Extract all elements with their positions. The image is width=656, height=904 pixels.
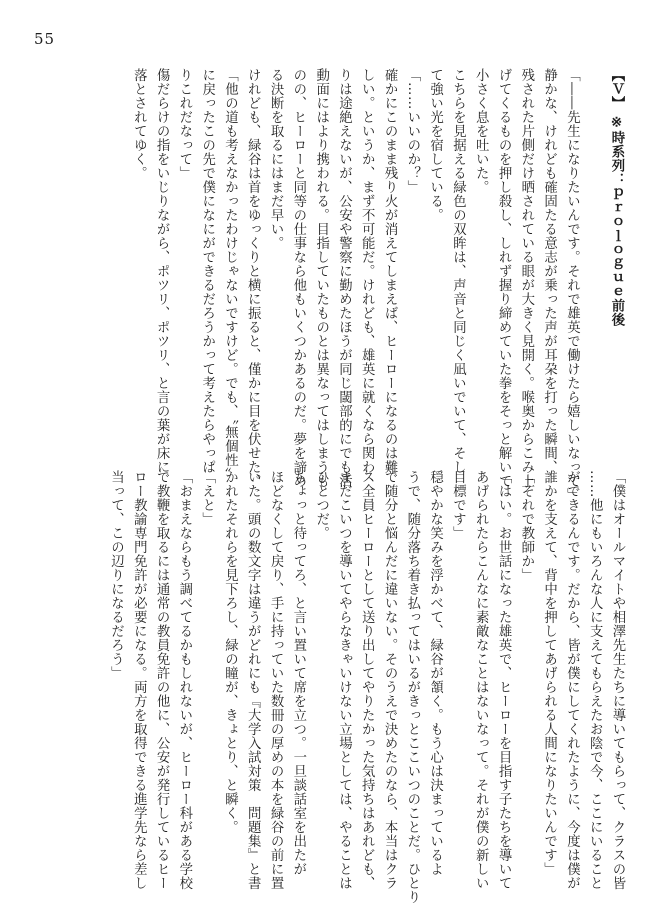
lower-text-line: ……他にもいろんな人に支えてもらえたお陰で今、ここにいること [587,470,603,890]
upper-text-line: 確かにこのまま残り火が消えてしまえば、ヒーローになるのは難 [382,68,398,474]
upper-text-line: 落とされてゆく。 [131,68,147,180]
lower-text-line: まだこいつを導いてやらなきゃいけない立場としては、やることは [336,470,352,890]
lower-text-line: かれたそれらを見下ろし、緑の瞳が、きょとり、と瞬く。 [222,470,238,834]
upper-text-line: 小さく息を吐いた。 [473,68,489,194]
upper-text-line: 【Ｖ】 ※時系列：ｐｒｏｌｏｇｕｅ前後 [609,68,625,327]
lower-text-line: 穏やかな笑みを浮かべて、緑谷が頷く。もう心は決まっているよ [427,470,443,876]
upper-text-line: りは途絶えないが、公安や警察に勤めたほうが同じ閾部的にでも活 [336,68,352,488]
upper-text-line: て強い光を宿している。 [427,68,443,222]
lower-text-line: ができるんです。だから、皆が僕にしてくれたように、今度は僕が [564,470,580,890]
upper-text-line: 残された片側だけ晒されている眼が大きく見開く。喉奥からこみ上 [518,68,534,488]
upper-text-line: けれども、緑谷は首をゆっくりと横に振ると、僅かに目を伏せた。 [245,68,261,488]
lower-text-line: 「僕はオールマイトや相澤先生たちに導いてもらって、クラスの皆 [610,470,625,890]
lower-text-line: ちょっと待ってろ、と言い置いて席を立つ。一旦談話室を出たが [290,470,306,876]
upper-text-line: に戻ったこの先で僕になにができるだろうかって考えたらやっぱ [199,68,215,474]
upper-text-line: 動面にはより携われる。目指していたものとは異なってはしまうも [313,68,329,488]
lower-text-line: ロー教諭専門免許が必要になる。両方を取得できる進学先なら差し [131,470,147,890]
upper-text-line: こちらを見据える緑色の双眸は、声音と同じく凪いでいて、そし [450,68,466,474]
lower-text-line: うで、随分落ち着き払ってはいるがきっとここいつのことだ。ひとり [404,470,420,904]
lower-text-line: 当って、この辺りになるだろう」 [108,470,124,680]
page-number: 55 [34,30,56,48]
lower-text-block [48,470,628,904]
lower-text-line: 「えと」 [199,470,215,526]
lower-text-line: ひとつだ。 [313,470,329,540]
lower-text-line: ス全員ヒーローとして送り出してやりたかった気持ちはあれども、 [359,470,375,890]
upper-text-line: 「……いいのか？」 [404,68,420,194]
upper-text-line: る決断を取るにはまだ早い。 [268,68,284,250]
lower-text-line: あげられたらこんなに素敵なことはないなって。それが僕の新しい [473,470,489,890]
lower-text-line: で教鞭を取るには通常の教員免許の他に、公安が発行しているヒー [154,470,170,890]
lower-text-line: 誰かを支えて、背中を押してあげられる人間になりたいんです」 [541,470,557,876]
upper-text-line: のの、ヒーローと同等の仕事なら他もいくつかあるのだ。夢を諦め [290,68,306,488]
upper-text-line: りこれだなって」 [176,68,192,180]
lower-text-line: いた。頭の数文字は違うがどれにも『大学入試対策 問題集』と書 [245,470,261,890]
lower-text-line: で随分と悩んだに違いない。そのうえで決めたのなら、本当はクラ [382,470,398,890]
upper-text-line: しい。というか、まず不可能だ。けれども、雄英に就くなら関わ [359,68,375,474]
upper-text-line: 「他の道も考えなかったわけじゃないですけど。でも、〝無個性〟 [222,68,238,482]
lower-text-line: 「おまえならもう調べてるかもしれないが、ヒーロー科がある学校 [176,470,192,890]
lower-text-line: 「はい。お世話になった雄英で、ヒーローを目指す子たちを導いて [496,470,512,890]
upper-text-line [582,68,605,443]
upper-text-line: 傷だらけの指をいじりながら、ポツリ、ポツリ、と言の葉が床に [154,68,170,474]
lower-text-line: ほどなくして戻り、手に持っていた数冊の厚めの本を緑谷の前に置 [268,470,284,890]
upper-text-line: 「――先生になりたいんです。それで雄英で働けたら嬉しいなって」 [564,68,580,502]
upper-text-line: 静かな、けれども確固たる意志が乗った声が耳朶を打った瞬間、 [541,68,557,474]
lower-text-line: 目標です」 [450,470,466,540]
lower-text-line: 「それで教師か」 [518,470,534,582]
upper-text-line: げてくるものを押し殺し、しれず握り締めていた拳をそっと解いて [496,68,512,488]
